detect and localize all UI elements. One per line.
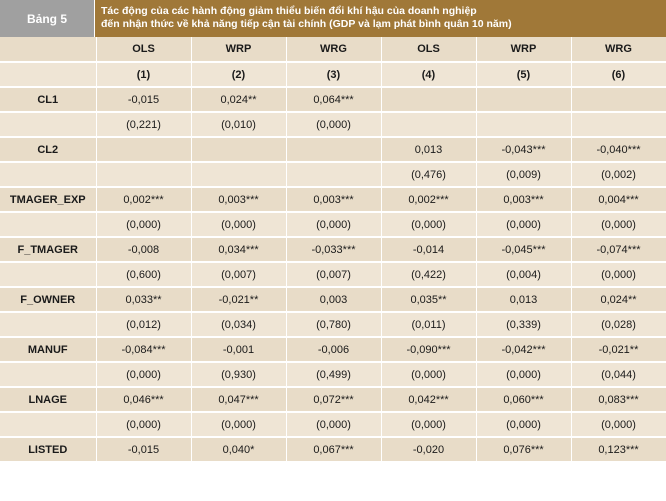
pvalue-cell: (0,000) <box>191 212 286 237</box>
coef-cell: -0,021** <box>191 287 286 312</box>
pvalue-cell: (0,007) <box>191 262 286 287</box>
coef-cell <box>381 87 476 112</box>
pvalue-row-manuf <box>0 362 666 387</box>
table-title-line-2: đến nhận thức về khả năng tiếp cận tài chính (GDP và lạm phát bình quân 10 năm) <box>101 18 512 30</box>
coef-cell: 0,013 <box>381 137 476 162</box>
pvalue-cell: (0,000) <box>571 262 666 287</box>
variable-label: F_TMAGER <box>0 237 96 262</box>
variable-label-blank <box>0 412 96 437</box>
coef-cell <box>571 87 666 112</box>
coef-cell: -0,021** <box>571 337 666 362</box>
model-header-row <box>0 37 666 62</box>
pvalue-cell <box>191 162 286 187</box>
variable-label-blank <box>0 362 96 387</box>
coef-cell <box>96 137 191 162</box>
variable-label: F_OWNER <box>0 287 96 312</box>
coef-cell: -0,090*** <box>381 337 476 362</box>
pvalue-row-cl1 <box>0 112 666 137</box>
coef-cell: 0,083*** <box>571 387 666 412</box>
coef-row-lnage <box>0 387 666 412</box>
coef-cell: 0,040* <box>191 437 286 462</box>
pvalue-cell: (0,000) <box>381 212 476 237</box>
variable-label-blank <box>0 312 96 337</box>
coef-cell: -0,040*** <box>571 137 666 162</box>
variable-label-blank <box>0 162 96 187</box>
pvalue-cell <box>381 112 476 137</box>
pvalue-cell: (0,004) <box>476 262 571 287</box>
pvalue-cell: (0,000) <box>476 212 571 237</box>
coef-row-listed <box>0 437 666 462</box>
column-number-cell-1: (1) <box>96 62 191 87</box>
coef-cell: 0,004*** <box>571 187 666 212</box>
pvalue-row-f-owner <box>0 312 666 337</box>
coef-cell: -0,008 <box>96 237 191 262</box>
table-label: Bảng 5 <box>0 0 95 37</box>
pvalue-row-lnage <box>0 412 666 437</box>
pvalue-cell: (0,044) <box>571 362 666 387</box>
variable-label: TMAGER_EXP <box>0 187 96 212</box>
pvalue-cell: (0,600) <box>96 262 191 287</box>
pvalue-cell: (0,000) <box>476 412 571 437</box>
model-name-cell-6: WRG <box>571 37 666 62</box>
coef-cell: -0,020 <box>381 437 476 462</box>
coef-cell: 0,046*** <box>96 387 191 412</box>
pvalue-cell <box>571 112 666 137</box>
pvalue-cell: (0,499) <box>286 362 381 387</box>
coef-cell: -0,074*** <box>571 237 666 262</box>
pvalue-cell: (0,000) <box>96 212 191 237</box>
coef-row-f-tmager <box>0 237 666 262</box>
pvalue-cell: (0,000) <box>381 412 476 437</box>
coef-cell: -0,015 <box>96 87 191 112</box>
coef-cell: 0,003*** <box>286 187 381 212</box>
column-number-row <box>0 62 666 87</box>
pvalue-cell: (0,000) <box>571 412 666 437</box>
coef-cell: 0,002*** <box>96 187 191 212</box>
pvalue-cell: (0,000) <box>286 112 381 137</box>
column-number-cell-6: (6) <box>571 62 666 87</box>
model-name-cell-3: WRG <box>286 37 381 62</box>
pvalue-cell: (0,000) <box>571 212 666 237</box>
pvalue-cell: (0,930) <box>191 362 286 387</box>
coef-cell: -0,014 <box>381 237 476 262</box>
pvalue-row-f-tmager <box>0 262 666 287</box>
coef-cell: -0,033*** <box>286 237 381 262</box>
coef-cell: 0,034*** <box>191 237 286 262</box>
coef-cell: 0,042*** <box>381 387 476 412</box>
coef-cell <box>476 87 571 112</box>
coef-cell: 0,064*** <box>286 87 381 112</box>
pvalue-cell: (0,780) <box>286 312 381 337</box>
coef-cell: 0,002*** <box>381 187 476 212</box>
pvalue-cell: (0,422) <box>381 262 476 287</box>
pvalue-cell: (0,028) <box>571 312 666 337</box>
coef-cell: 0,035** <box>381 287 476 312</box>
pvalue-cell: (0,012) <box>96 312 191 337</box>
coef-cell: 0,067*** <box>286 437 381 462</box>
coef-row-cl1 <box>0 87 666 112</box>
pvalue-cell: (0,010) <box>191 112 286 137</box>
coef-cell: 0,024** <box>571 287 666 312</box>
table-title-line-1: Tác động của các hành động giảm thiểu biến đổi khí hậu của doanh nghiệp <box>101 5 477 17</box>
coef-cell: -0,001 <box>191 337 286 362</box>
pvalue-cell: (0,007) <box>286 262 381 287</box>
pvalue-cell: (0,000) <box>381 362 476 387</box>
coef-row-manuf <box>0 337 666 362</box>
variable-label-blank <box>0 212 96 237</box>
corner-cell-2 <box>0 62 96 87</box>
coef-cell: 0,024** <box>191 87 286 112</box>
coef-cell: 0,047*** <box>191 387 286 412</box>
pvalue-cell: (0,000) <box>96 362 191 387</box>
pvalue-cell: (0,002) <box>571 162 666 187</box>
coef-cell: 0,003*** <box>476 187 571 212</box>
pvalue-cell <box>286 162 381 187</box>
variable-label: MANUF <box>0 337 96 362</box>
coef-cell: 0,072*** <box>286 387 381 412</box>
variable-label: LNAGE <box>0 387 96 412</box>
coef-cell: 0,076*** <box>476 437 571 462</box>
pvalue-cell: (0,000) <box>286 212 381 237</box>
coef-cell: -0,084*** <box>96 337 191 362</box>
regression-table <box>0 37 666 463</box>
pvalue-cell: (0,000) <box>96 412 191 437</box>
variable-label: CL1 <box>0 87 96 112</box>
column-number-cell-2: (2) <box>191 62 286 87</box>
model-name-cell-4: OLS <box>381 37 476 62</box>
column-number-cell-4: (4) <box>381 62 476 87</box>
pvalue-cell: (0,339) <box>476 312 571 337</box>
coef-row-tmager-exp <box>0 187 666 212</box>
pvalue-cell: (0,476) <box>381 162 476 187</box>
corner-cell <box>0 37 96 62</box>
coef-cell: -0,015 <box>96 437 191 462</box>
coef-cell: -0,042*** <box>476 337 571 362</box>
coef-cell: 0,013 <box>476 287 571 312</box>
coef-cell: 0,003 <box>286 287 381 312</box>
column-number-cell-3: (3) <box>286 62 381 87</box>
coef-cell: 0,123*** <box>571 437 666 462</box>
pvalue-cell <box>476 112 571 137</box>
coef-cell <box>191 137 286 162</box>
variable-label-blank <box>0 262 96 287</box>
pvalue-row-tmager-exp <box>0 212 666 237</box>
coef-cell: -0,045*** <box>476 237 571 262</box>
pvalue-cell: (0,000) <box>476 362 571 387</box>
pvalue-cell <box>96 162 191 187</box>
pvalue-cell: (0,011) <box>381 312 476 337</box>
pvalue-cell: (0,221) <box>96 112 191 137</box>
coef-row-f-owner <box>0 287 666 312</box>
table-title <box>95 0 666 37</box>
coef-cell: 0,060*** <box>476 387 571 412</box>
pvalue-cell: (0,034) <box>191 312 286 337</box>
pvalue-cell: (0,009) <box>476 162 571 187</box>
pvalue-row-cl2 <box>0 162 666 187</box>
model-name-cell-1: OLS <box>96 37 191 62</box>
variable-label-blank <box>0 112 96 137</box>
model-name-cell-2: WRP <box>191 37 286 62</box>
coef-cell: -0,006 <box>286 337 381 362</box>
model-name-cell-5: WRP <box>476 37 571 62</box>
variable-label: CL2 <box>0 137 96 162</box>
pvalue-cell: (0,000) <box>191 412 286 437</box>
variable-label: LISTED <box>0 437 96 462</box>
coef-row-cl2 <box>0 137 666 162</box>
table-header <box>0 0 666 37</box>
coef-cell: 0,033** <box>96 287 191 312</box>
column-number-cell-5: (5) <box>476 62 571 87</box>
pvalue-cell: (0,000) <box>286 412 381 437</box>
coef-cell <box>286 137 381 162</box>
coef-cell: -0,043*** <box>476 137 571 162</box>
coef-cell: 0,003*** <box>191 187 286 212</box>
